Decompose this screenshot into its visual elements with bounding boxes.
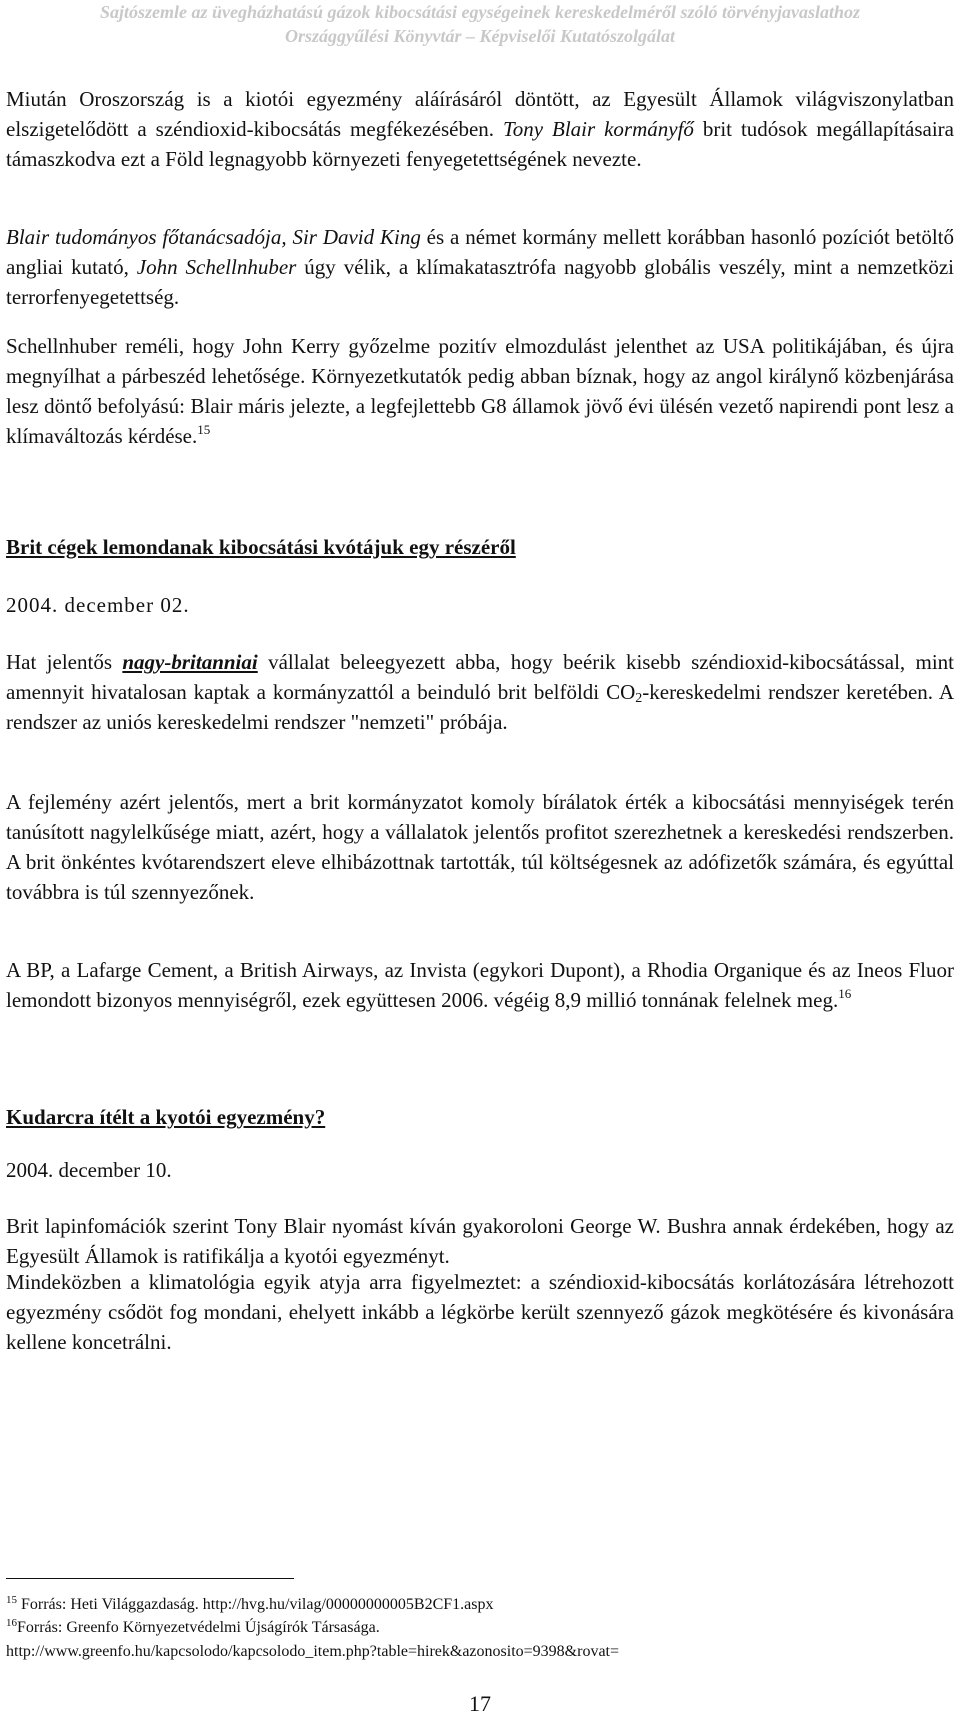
paragraph-6 — [6, 955, 954, 1015]
paragraph-2-text-d: úgy vélik, a klímakatasztrófa nagyobb globális veszély, mint a nemzetközi terrorfenyegetettség. — [6, 255, 955, 309]
paragraph-7: Brit lapinfomációk szerint Tony Blair nyomást kíván gyakoroloni George W. Bushra annak érdekében, hogy az Egyesült Államok is ratifikálja a kyotói egyezményt. — [6, 1214, 954, 1268]
paragraph-5: A fejlemény azért jelentős, mert a brit kormányzatot komoly bírálatok érték a kibocsátási mennyiségek terén tanúsított nagylelkűsége miatt, azért, hogy a vállalatok jelentős profitot szerezhetnek a kereskedési rendszerben. A brit önkéntes kvótarendszert eleve elhibázottnak tartották, túl költségesnek az adófizetők számára, és egyúttal továbbra is túl szennyezőnek. — [6, 790, 954, 904]
paragraph-1-text-c: brit tudósok megállapításaira támaszkodva ezt a Föld legnagyobb környezeti fenyegetettségének nevezte. — [6, 117, 954, 171]
paragraph-2 — [6, 222, 954, 312]
paragraph-4 — [6, 647, 954, 737]
paragraph-2-italic-c: John Schellnhuber — [136, 255, 297, 279]
footnote-ref-16: 16 — [838, 986, 852, 1001]
paragraph-2-italic-a: Blair tudományos főtanácsadója, Sir David King — [6, 225, 421, 249]
footnote-16 — [6, 1617, 954, 1639]
paragraph-3 — [6, 331, 954, 451]
section-1-title: Brit cégek lemondanak kibocsátási kvótájuk egy részéről — [6, 535, 516, 559]
paragraph-6-text: A BP, a Lafarge Cement, a British Airways, az Invista (egykori Dupont), a Rhodia Organique és az Ineos Fluor lemondott bizonyos mennyiségről, ezek együttesen 2006. végéig 8,9 millió tonnának felelnek meg. — [6, 958, 954, 1012]
header-subtitle: Országgyűlési Könyvtár – Képviselői Kutatószolgálat — [284, 26, 676, 46]
header-title: Sajtószemle az üvegházhatású gázok kibocsátási egységeinek kereskedelméről szóló törvényjavaslathoz — [100, 2, 860, 22]
footnote-16-url: http://www.greenfo.hu/kapcsolodo/kapcsolodo_item.php?table=hirek&azonosito=9398&rovat= — [6, 1643, 620, 1660]
section-1-date: 2004. december 02. — [6, 593, 190, 617]
footnote-ref-15: 15 — [197, 422, 211, 437]
co2-subscript: 2 — [635, 691, 643, 706]
paragraph-1 — [6, 84, 954, 174]
paragraph-1-italic: Tony Blair kormányfő — [502, 117, 694, 141]
paragraph-2-text-b: és a német kormány mellett korábban hasonló pozíciót betöltő angliai kutató, — [6, 225, 954, 279]
paragraph-1-text-a: Miután Oroszország is a kiotói egyezmény aláírásáról döntött, az Egyesült Államok világviszonylatban elszigetelődött a széndioxid-kibocsátás megfékezésében. — [6, 87, 954, 141]
section-2-date: 2004. december 10. — [6, 1158, 172, 1182]
footnote-15 — [6, 1594, 954, 1616]
footnote-16-number: 16 — [6, 1617, 17, 1629]
section-2-title: Kudarcra ítélt a kyotói egyezmény? — [6, 1105, 326, 1129]
footnote-16-text: Forrás: Greenfo Környezetvédelmi Újságírók Társasága. — [17, 1619, 380, 1636]
paragraph-4-text-a: Hat jelentős — [6, 650, 123, 674]
paragraph-3-text: Schellnhuber reméli, hogy John Kerry győzelme pozitív elmozdulást jelenthet az USA politikájában, és újra megnyílhat a párbeszéd lehetősége. Környezetkutatók pedig abban bíznak, hogy az angol királynő közbenjárása lesz döntő befolyású: Blair máris jelezte, a legfejlettebb G8 államok jövő évi ülésén vezető napirendi pont lesz a klímaváltozás kérdése. — [6, 334, 954, 448]
paragraph-4-text-c: vállalat beleegyezett abba, hogy beérik kisebb széndioxid-kibocsátással, mint amennyit hivatalosan kaptak a kormányzattól a beinduló brit belföldi CO — [6, 650, 955, 704]
paragraph-4-emphasis: nagy-britanniai — [122, 650, 258, 674]
paragraph-4-text-d: -kereskedelmi rendszer keretében. A rendszer az uniós kereskedelmi rendszer "nemzeti" próbája. — [6, 680, 954, 734]
footnote-15-number: 15 — [6, 1594, 17, 1606]
footnote-separator — [6, 1578, 294, 1579]
footnote-15-text: Forrás: Heti Világgazdaság. http://hvg.hu/vilag/00000000005B2CF1.aspx — [17, 1596, 494, 1613]
page-number: 17 — [469, 1691, 491, 1716]
paragraph-8: Mindeközben a klimatológia egyik atyja arra figyelmeztet: a széndioxid-kibocsátás korlátozására létrehozott egyezmény csődöt fog mondani, ehelyett inkább a légkörbe került szennyező gázok megkötésére és kivonására kellene koncetrálni. — [6, 1270, 954, 1354]
